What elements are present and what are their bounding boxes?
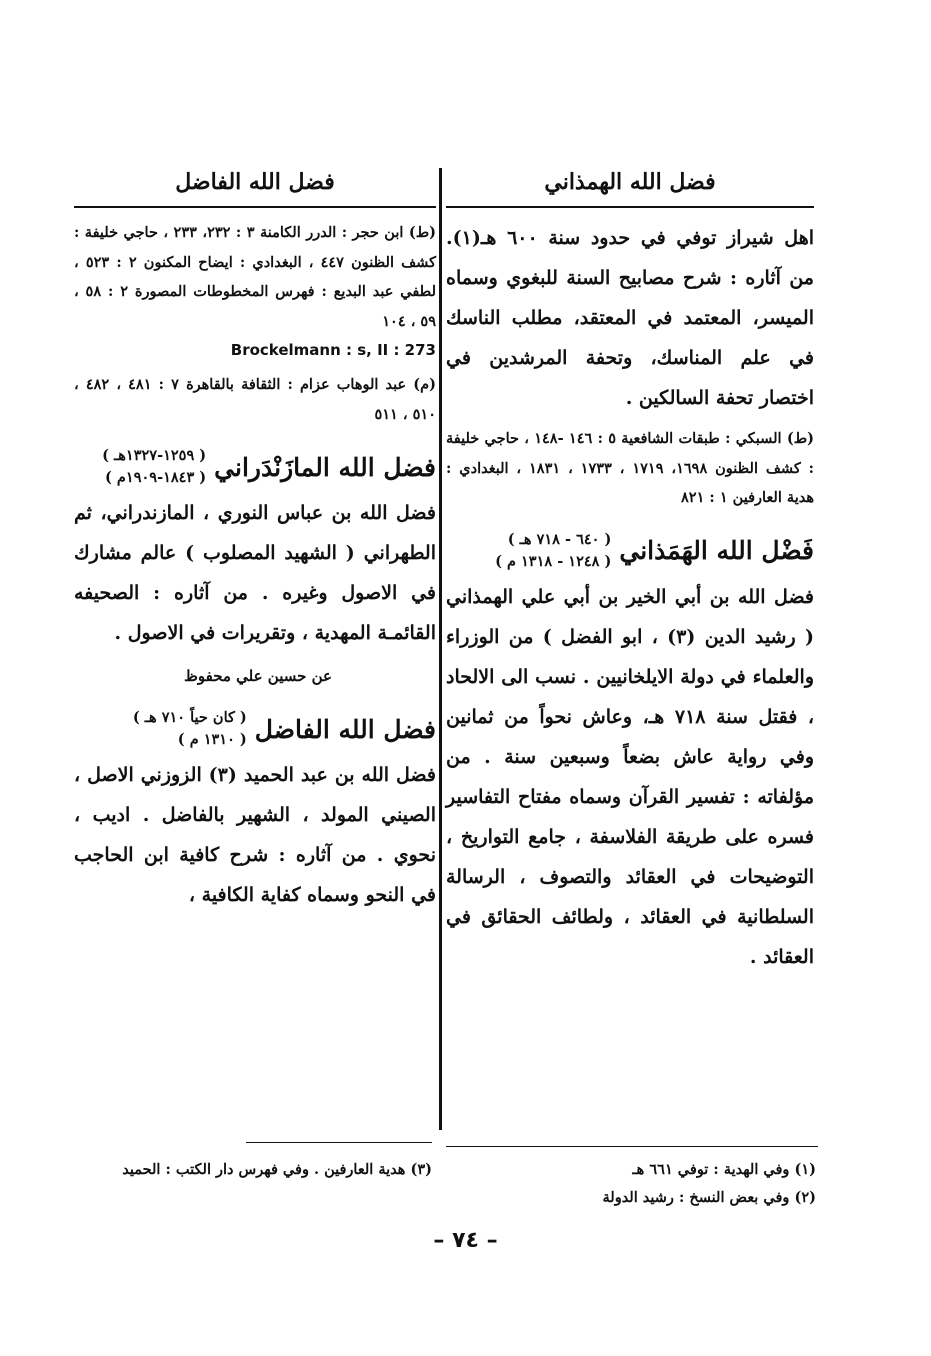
dates-hijri: ( ٦٤٠ - ٧١٨ هـ ) <box>507 530 612 548</box>
dates-hijri: ( ١٢٥٩-١٣٢٧هـ ) <box>102 447 207 464</box>
entry-body: فضل الله بن عبد الحميد (٣) الزوزني الاصل ، الصيني المولد ، الشهير بالفاضل . اديب ، نحوي . من آثاره : شرح كافية ابن الحاجب في النحو وسماه كفاية الكافية ، <box>74 764 436 906</box>
left-head-rule <box>74 206 436 208</box>
column-divider <box>439 168 442 1130</box>
left-intro-refs: (ط) ابن حجر : الدرر الكامنة ٣ : ٢٣٢، ٢٣٣ ، حاجي خليفة : كشف الظنون ٤٤٧ ، البغدادي : ايضاح المكنون ٢ : ٥٢٣ ، لطفي عبد البديع : فهرس المخطوطات المصورة ٢ : ٥٨ ، ٥٩ ، ١٠٤ <box>74 224 436 330</box>
right-footnotes <box>446 1156 816 1212</box>
footnote: (٣) هدية العارفين . وفي فهرس دار الكتب : الحميد <box>122 1161 432 1178</box>
dates-gregorian: ( ١٨٤٣-١٩٠٩م ) <box>105 469 207 486</box>
dates-gregorian: ( ١٢٤٨ - ١٣١٨ م ) <box>495 552 612 570</box>
right-running-head: فضل الله الهمذاني <box>544 169 716 195</box>
right-head-rule <box>446 206 814 208</box>
right-intro-text: اهل شيراز توفي في حدود سنة ٦٠٠ هـ(١). من آثاره : شرح مصابيح السنة للبغوي وسماه الميسر، المعتمد في المعتقد، مطلب الناسك في علم المناسك، وتحفة المرشدين في اختصار تحفة السالكين . <box>446 227 814 409</box>
footnote: (١) وفي الهدية : توفي ٦٦١ هـ <box>632 1161 816 1178</box>
entry-byline: عن حسين علي محفوظ <box>184 667 332 685</box>
entry-dates <box>495 529 611 573</box>
entry-body: فضل الله بن عباس النوري ، المازندراني، ثم الطهراني ( الشهيد المصلوب ) عالم مشارك في الاصول وغيره . من آثاره : الصحيفه القائمـة المهدية ، وتقريرات في الاصول . <box>74 502 436 644</box>
footnote: (٢) وفي بعض النسخ : رشيد الدولة <box>602 1189 816 1206</box>
right-intro-refs: (ط) السبكي : طبقات الشافعية ٥ : ١٤٦ -١٤٨ ، حاجي خليفة : كشف الظنون ١٦٩٨، ١٧١٩ ، ١٧٣٣ ، ١٨٣١ ، البغدادي : هدية العارفين ١ : ٨٢١ <box>446 430 815 506</box>
left-intro-refs-m: (م) عبد الوهاب عزام : الثقافة بالقاهرة ٧ : ٤٨١ ، ٤٨٢ ، ٥١٠ ، ٥١١ <box>74 376 436 423</box>
left-footnote-rule <box>246 1142 432 1143</box>
page-number: – ٧٤ – <box>433 1228 498 1253</box>
dates-hijri: ( كان حياً ٧١٠ هـ ) <box>132 709 247 726</box>
entry-name: فَضْل الله الهَمَذاني <box>619 536 814 565</box>
right-column <box>446 160 814 977</box>
dates-gregorian: ( ١٣١٠ م ) <box>177 731 247 748</box>
left-running-head: فضل الله الفاضل <box>175 169 335 195</box>
entry-header-hamadhani <box>446 529 814 573</box>
entry-name: فضل الله المازَنْدَراني <box>214 452 436 482</box>
left-footnotes <box>74 1156 432 1184</box>
entry-dates <box>102 445 206 489</box>
entry-name: فضل الله الفاضل <box>254 714 436 744</box>
entry-body: فضل الله بن أبي الخير بن أبي علي الهمذاني ( رشيد الدين (٣) ، ابو الفضل ) من الوزراء والعلماء في دولة الايلخانيين . نسب الى الالحاد ، فقتل سنة ٧١٨ هـ، وعاش نحواً من ثمانين وفي رواية عاش بضعاً وسبعين سنة . من مؤلفاته : تفسير القرآن وسماه مفتاح التفاسير فسره على طريقة الفلاسفة ، جامع التواريخ ، التوضيحات في العقائد والتصوف ، الرسالة السلطانية في العقائد ، ولطائف الحقائق في العقائد . <box>446 585 815 968</box>
left-intro-latin: Brockelmann : s, II : 273 <box>230 341 436 359</box>
right-footnote-rule <box>446 1146 818 1147</box>
entry-dates <box>133 707 247 751</box>
left-column <box>74 160 436 915</box>
entry-header-mazandarani <box>74 445 436 489</box>
entry-header-fadil <box>74 707 436 751</box>
